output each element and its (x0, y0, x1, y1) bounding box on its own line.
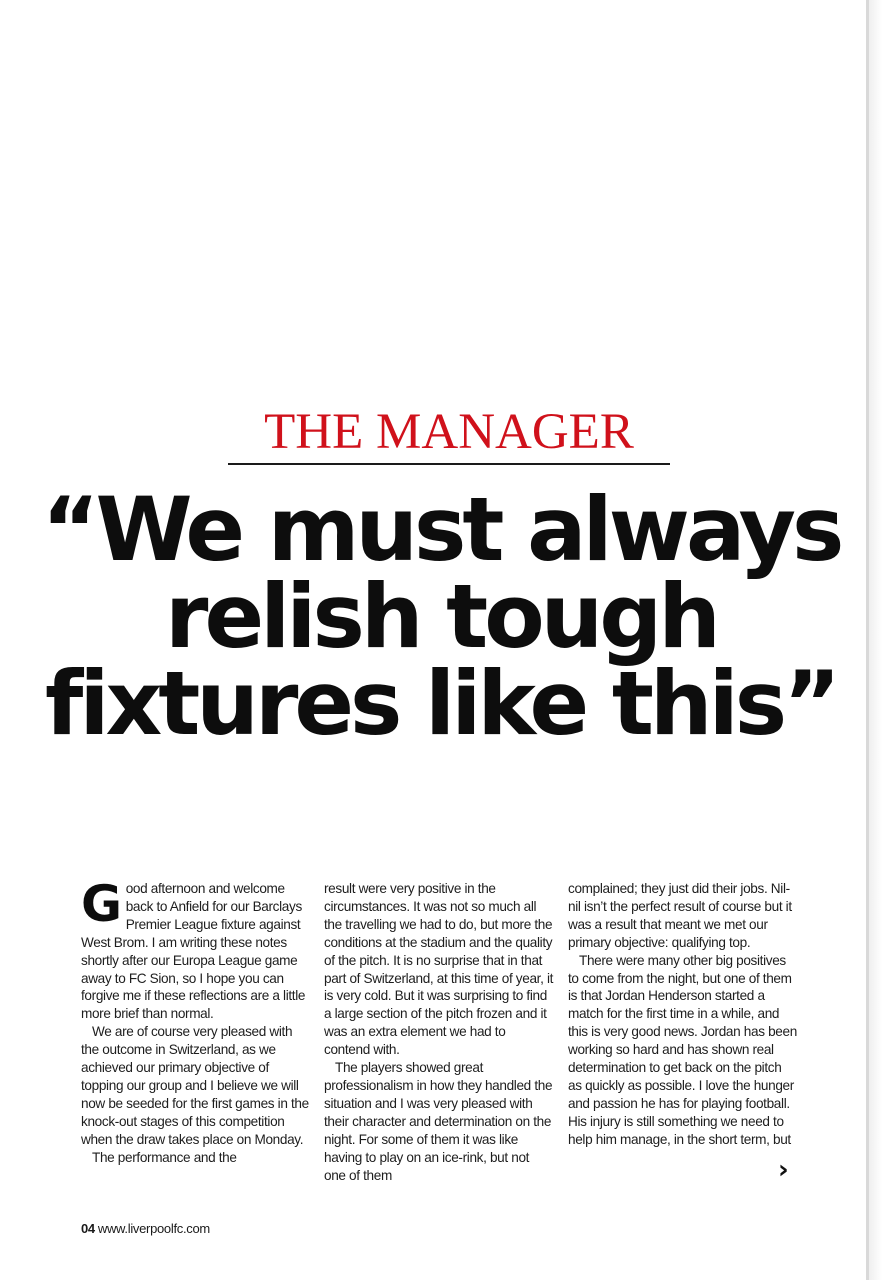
article-paragraph (81, 875, 311, 1023)
article-paragraph: There were many other big positives to come from the night, but one of them is that Jordan Henderson started a match for the first time in a while, and this is very good news. Jordan has been working so hard and has shown real determination to get back on the pitch as quickly as possible. I love the hunger and passion he has for playing football. His injury is still something we need to help him manage, in the short term, but (568, 952, 797, 1147)
headline-quote: “We must always relish tough fixtures like this” (41, 478, 841, 755)
article-paragraph: The players showed great professionalism in how they handled the situation and I was very pleased with their character and determination on the night. For some of them it was like having to play on an ice-rink, but not one of them (324, 1060, 553, 1183)
title-rule (228, 463, 670, 465)
article-column-1 (81, 875, 311, 1167)
continue-arrow-icon: › (778, 1155, 789, 1185)
article-paragraph-text: ood afternoon and welcome back to Anfield for our Barclays Premier League fixture against West Brom. I am writing these notes shortly after our Europa League game away to FC Sion, so I hope you can forgive me if these reflections are a little more brief than normal. (81, 881, 306, 1022)
footer-website: www.liverpoolfc.com (97, 1221, 210, 1236)
article-paragraph: result were very positive in the circumstances. It was not so much all the travelling we had to do, but more the conditions at the stadium and the quality of the pitch. It is no surprise that in that part of Switzerland, at this time of year, it is very cold. But it was surprising to find a large section of the pitch frozen and it was an extra element we had to contend with. (324, 881, 554, 1058)
article-paragraph: complained; they just did their jobs. Nil-nil isn’t the perfect result of course but it was a result that meant we met our primary objective: qualifying top. (568, 881, 792, 950)
page-number: 04 (81, 1221, 95, 1236)
article-paragraph: We are of course very pleased with the outcome in Switzerland, as we achieved our primary objective of topping our group and I believe we will now be seeded for the first games in the knock-out stages of this competition when the draw takes place on Monday. (81, 1024, 309, 1147)
article-column-2 (324, 880, 554, 1184)
drop-cap: G (81, 875, 122, 933)
article-paragraph: The performance and the (92, 1149, 237, 1165)
page-footer (81, 1221, 210, 1237)
page-edge-shadow (869, 0, 882, 1280)
section-title: THE MANAGER (264, 404, 634, 460)
article-column-3 (568, 880, 798, 1149)
